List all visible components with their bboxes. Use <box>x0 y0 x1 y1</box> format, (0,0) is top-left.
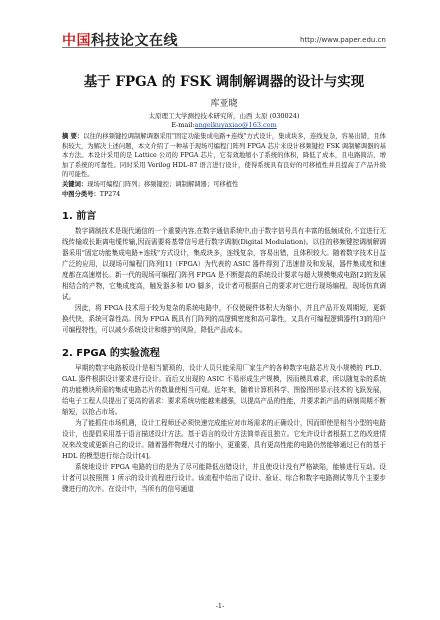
page-number: -1- <box>215 602 225 610</box>
site-url[interactable]: http://www.paper.edu.cn <box>300 36 386 44</box>
paper-email <box>62 121 386 129</box>
keywords <box>62 180 386 190</box>
abstract-text: 以往的移频键控调制解调器采用"固定功能集成电路+连线"方式设计，集成块多，连线复杂，容易出错，且体积较大，为解决上述问题，本文介绍了一种基于现场可编程门阵列 FPGA 芯片来设计移频键控 FSK 调制解调器的基本方法。本设计采用的是 Lattice 公司的 FPGA 芯片，它有效地缩小了系统的体积，降低了成本，且电路简洁，增加了系统的可靠性。同时采用 Verilog HDL-87 语言进行设计，使得系统具有良好的可移植性并且提高了产品升级的可能性。 <box>62 133 386 179</box>
paper-affiliation: 太原理工大学测控技术研究所，山西 太原 (030024) <box>148 112 300 120</box>
intro-paragraph-2: 因此，将 FPGA 技术用于较为复杂的系统电路中，不仅使硬件体积大为缩小，并且产品开发周期短，更新换代快，系统可靠性高。因为 FPGA 既具有门阵列的高逻辑密度和高可靠性，又具有可编程逻辑器件[3]的用户可编程特性，可以减少系统设计和维护的风险，降低产品成本。 <box>62 304 386 335</box>
section-heading-fpga-flow: 2. FPGA 的实验流程 <box>62 348 160 360</box>
keywords-label: 关键词： <box>62 180 88 188</box>
header-divider <box>62 47 386 48</box>
paper-author: 库亚晓 <box>210 99 238 109</box>
email-prefix: E-mail: <box>171 121 195 129</box>
email-link[interactable]: angelkuyaxiao@163.com <box>194 121 277 129</box>
abstract-label: 摘 要： <box>62 133 84 140</box>
intro-paragraph-1: 数字调制技术是现代通信的一个重要内容,在数字通信系统中,由于数字信号具有丰富的低频成份,不宜进行无线传输或长距离电缆传输,因而需要将基带信号进行数字调制(Digital Modulation)。以往的移频键控调制解调器采用"固定功能集成电路+连线"方式设计，集成块多，连线复杂，容易出错，且体积较大。随着数字技术日益广泛的应用，以现场可编程门阵列[1]（FPGA）为代表的 ASIC 器件得到了迅速普及和发展，器件集成度和速度都在高速增长。新一代的现场可编程门阵列 FPGA 是不断提高的系统设计要求与超大规模集成电路[2]的发展相结合的产物，它集成度高，触发器多和 I/O 脚多，设计者可根据自己的要求对它进行现场编程，现场仿真调试。 <box>62 227 386 302</box>
flow-paragraph-2: 为了能抓住市场机遇，设计工程师还必须快速完成能应对市场需求的正确设计，因而即使是相当小型的电路设计，也提倡采用基于语言描述设计方法。基于语言的设计方法简单而且独立。它允许设计者根据工艺的改进情况来改变或更新自己的设计。随着器件物理尺寸的缩小，更重要，具有更高性能的电路仍然能够通过已有的基于 HDL 的模型进行综合设计[4]。 <box>62 419 386 461</box>
logo-text-dark: 科技论文在线 <box>91 33 178 49</box>
classification <box>62 190 386 200</box>
section-heading-intro: 1. 前言 <box>62 211 97 223</box>
paper-content <box>62 56 386 495</box>
keywords-text: 现场可编程门阵列；移频键控；调制解调器；可移植性 <box>87 180 239 188</box>
classification-label: 中图分类号： <box>62 190 100 198</box>
logo-text-red: 中国 <box>62 33 91 49</box>
classification-code: TP274 <box>99 190 121 198</box>
abstract <box>62 132 386 180</box>
site-header <box>0 0 440 49</box>
flow-paragraph-1: 早期的数字电路板设计是相当繁琐的，设计人员只能采用厂家生产的各种数字电路芯片及小规模的 PLD、GAL 器件根据设计要求进行设计。而后又出现的 ASIC 不易形成生产规模，因而模具难求，所以随复杂的系统的功能模块所需的集成电路芯片的数量使相当可观。近年来，随着计算机科学、图像图形显示技术的飞跃发展，给电子工程人员提出了更高的需求：要求系统功能越来越强，以提高产品的性能，并要求新产品的研制周期不断缩短，以抢占市场。 <box>62 364 386 417</box>
flow-paragraph-3: 系统地设计 FPGA 电路的目的是为了尽可能降低出错设计，并且使设计没有严格缺陷，能够进行互动。设计者可以按照图 1 所示的设计流程进行设计。该流程中给出了设计、验证、综合和数字电路测试等几个主要步骤进行的次序。在设计中，当所有的信号通道 <box>62 463 386 494</box>
paper-title: 基于 FPGA 的 FSK 调制解调器的设计与实现 <box>83 74 365 90</box>
